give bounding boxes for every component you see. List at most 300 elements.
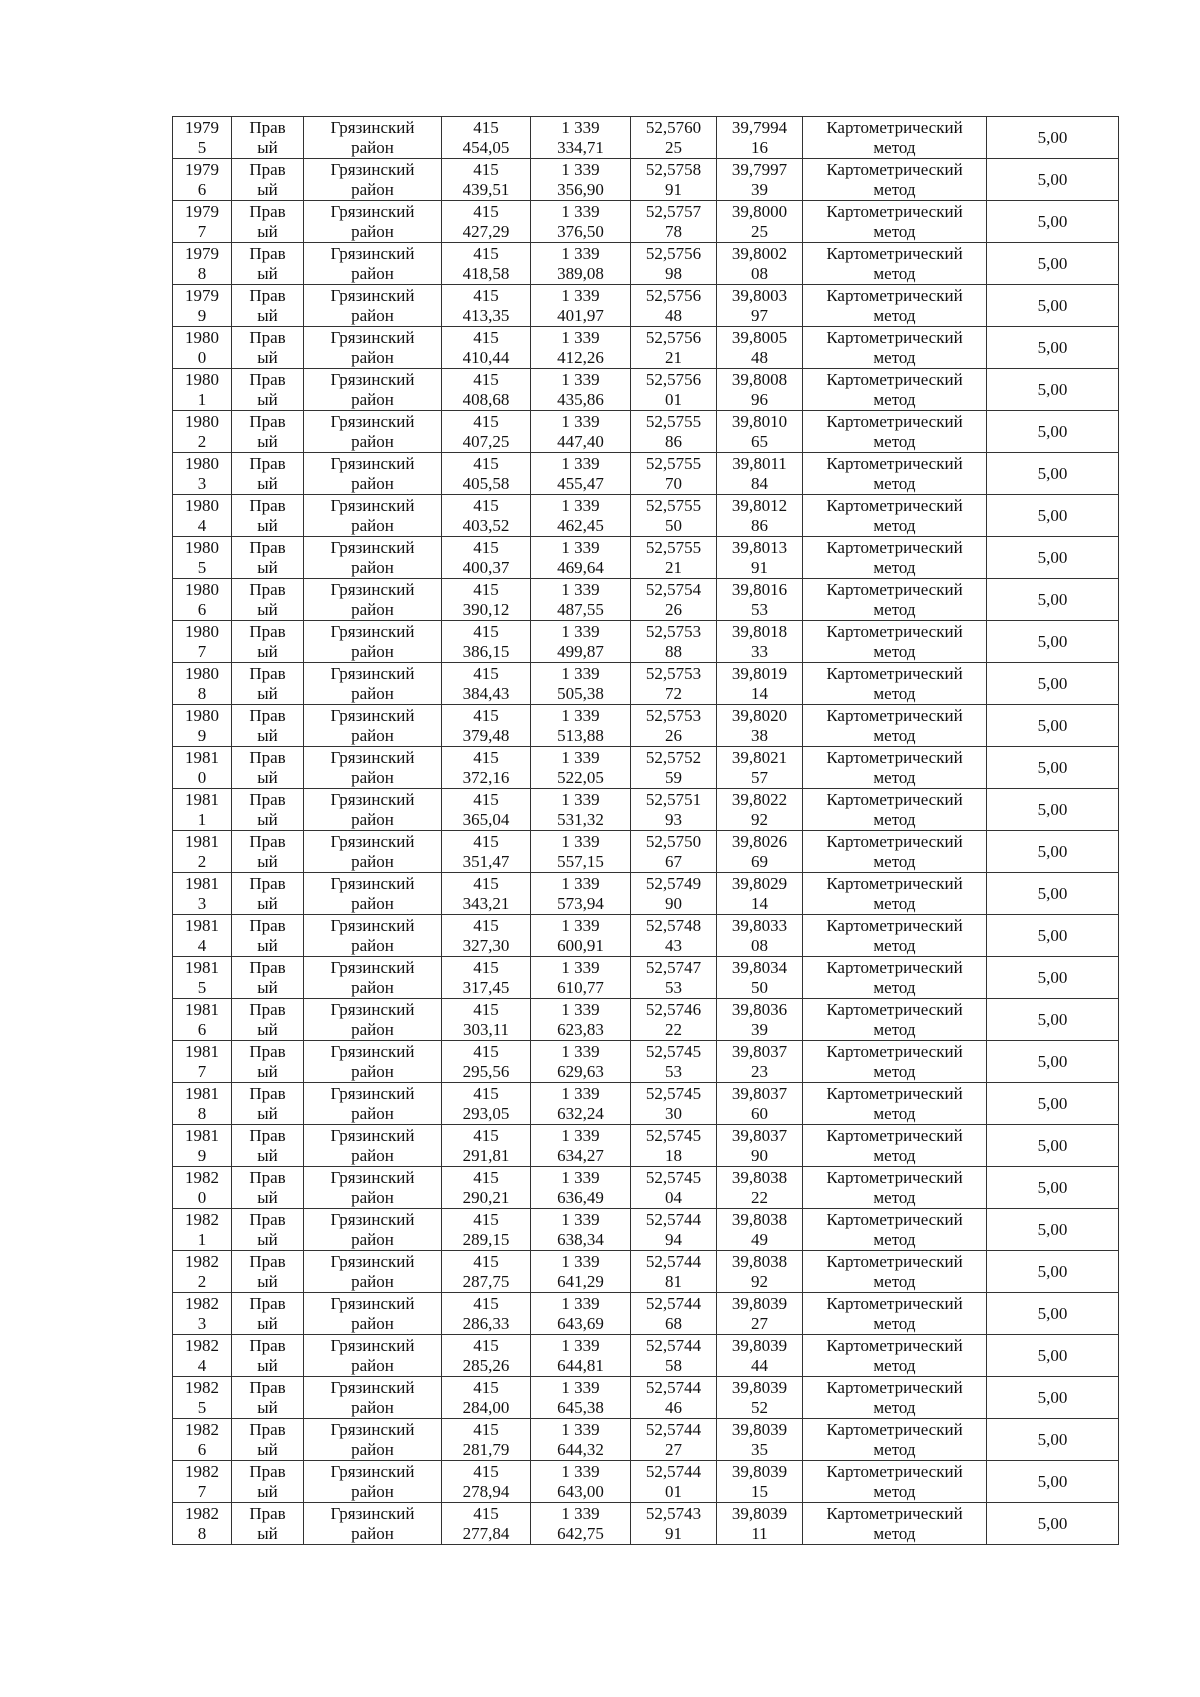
y-coordinate-cell [531, 999, 631, 1041]
method-cell-line: Картометрический [826, 1125, 963, 1145]
x-coordinate-cell-line: 365,04 [462, 809, 510, 829]
latitude-cell-line: 52,5744 [645, 1461, 702, 1481]
method-cell-line: Картометрический [826, 369, 963, 389]
y-coordinate-cell-line: 1 339 [561, 1251, 600, 1271]
x-coordinate-cell-line: 454,05 [462, 137, 510, 157]
x-coordinate-cell-line: 439,51 [462, 179, 510, 199]
latitude-cell [631, 621, 717, 663]
point-number-cell [173, 369, 232, 411]
y-coordinate-cell [531, 831, 631, 873]
y-coordinate-cell [531, 1167, 631, 1209]
district-cell-line: район [351, 1271, 394, 1291]
district-cell [304, 873, 442, 915]
latitude-cell-line: 22 [665, 1019, 682, 1039]
y-coordinate-cell-line: 600,91 [557, 935, 604, 955]
bank-side-cell [232, 327, 304, 369]
x-coordinate-cell-line: 343,21 [462, 893, 510, 913]
point-number-cell-line: 1979 [185, 117, 219, 137]
y-coordinate-cell [531, 201, 631, 243]
method-cell [803, 537, 987, 579]
district-cell [304, 789, 442, 831]
point-number-cell-line: 1981 [185, 957, 219, 977]
longitude-cell [717, 201, 803, 243]
longitude-cell-line: 39,8033 [731, 915, 788, 935]
longitude-cell-line: 48 [751, 347, 768, 367]
district-cell [304, 747, 442, 789]
bank-side-cell-line: Прав [249, 1293, 286, 1313]
x-coordinate-cell-line: 400,37 [462, 557, 510, 577]
method-cell [803, 369, 987, 411]
latitude-cell [631, 1209, 717, 1251]
x-coordinate-cell-line: 281,79 [462, 1439, 510, 1459]
district-cell-line: район [351, 515, 394, 535]
method-cell-line: метод [873, 809, 916, 829]
district-cell-line: район [351, 1397, 394, 1417]
longitude-cell-line: 52 [751, 1397, 768, 1417]
longitude-cell-line: 39,8039 [731, 1293, 788, 1313]
latitude-cell-line: 93 [665, 809, 682, 829]
bank-side-cell-line: Прав [249, 411, 286, 431]
x-coordinate-cell [442, 705, 531, 747]
longitude-cell [717, 621, 803, 663]
latitude-cell [631, 537, 717, 579]
method-cell-line: метод [873, 431, 916, 451]
longitude-cell-line: 69 [751, 851, 768, 871]
bank-side-cell [232, 369, 304, 411]
latitude-cell-line: 52,5749 [645, 873, 702, 893]
point-number-cell [173, 1125, 232, 1167]
y-coordinate-cell-line: 1 339 [561, 327, 600, 347]
x-coordinate-cell-line: 295,56 [462, 1061, 510, 1081]
table-row [173, 1167, 1119, 1209]
latitude-cell [631, 789, 717, 831]
y-coordinate-cell-line: 1 339 [561, 369, 600, 389]
latitude-cell-line: 91 [665, 1523, 682, 1543]
y-coordinate-cell-line: 1 339 [561, 453, 600, 473]
point-number-cell-line: 3 [197, 473, 207, 493]
latitude-cell-line: 52,5755 [645, 453, 702, 473]
district-cell [304, 495, 442, 537]
y-coordinate-cell-line: 1 339 [561, 747, 600, 767]
method-cell [803, 495, 987, 537]
method-cell-line: Картометрический [826, 1083, 963, 1103]
method-cell-line: Картометрический [826, 579, 963, 599]
bank-side-cell-line: ый [257, 263, 278, 283]
y-coordinate-cell-line: 1 339 [561, 1125, 600, 1145]
method-cell [803, 243, 987, 285]
district-cell-line: район [351, 1061, 394, 1081]
point-number-cell-line: 0 [197, 1187, 207, 1207]
bank-side-cell-line: ый [257, 1019, 278, 1039]
latitude-cell [631, 1377, 717, 1419]
point-number-cell-line: 1980 [185, 705, 219, 725]
district-cell [304, 453, 442, 495]
district-cell-line: район [351, 767, 394, 787]
district-cell [304, 1461, 442, 1503]
bank-side-cell [232, 747, 304, 789]
y-coordinate-cell-line: 356,90 [557, 179, 604, 199]
method-cell-line: метод [873, 977, 916, 997]
longitude-cell [717, 1377, 803, 1419]
district-cell [304, 915, 442, 957]
y-coordinate-cell [531, 243, 631, 285]
bank-side-cell [232, 621, 304, 663]
bank-side-cell-line: Прав [249, 1335, 286, 1355]
bank-side-cell-line: ый [257, 557, 278, 577]
x-coordinate-cell-line: 351,47 [462, 851, 510, 871]
longitude-cell-line: 39,8008 [731, 369, 788, 389]
x-coordinate-cell [442, 285, 531, 327]
x-coordinate-cell-line: 390,12 [462, 599, 510, 619]
y-coordinate-cell-line: 435,86 [557, 389, 604, 409]
point-number-cell [173, 789, 232, 831]
x-coordinate-cell [442, 411, 531, 453]
point-number-cell-line: 6 [197, 179, 207, 199]
point-number-cell [173, 411, 232, 453]
x-coordinate-cell [442, 1251, 531, 1293]
y-coordinate-cell-line: 1 339 [561, 705, 600, 725]
district-cell [304, 201, 442, 243]
point-number-cell-line: 5 [197, 557, 207, 577]
point-number-cell-line: 1982 [185, 1209, 219, 1229]
latitude-cell [631, 1167, 717, 1209]
longitude-cell [717, 1335, 803, 1377]
district-cell-line: Грязинский [330, 1041, 415, 1061]
district-cell [304, 159, 442, 201]
latitude-cell [631, 327, 717, 369]
x-coordinate-cell-line: 415 [473, 411, 499, 431]
point-number-cell [173, 705, 232, 747]
y-coordinate-cell [531, 159, 631, 201]
longitude-cell [717, 705, 803, 747]
method-cell-line: Картометрический [826, 915, 963, 935]
accuracy-cell: 5,00 [987, 1377, 1119, 1419]
accuracy-cell: 5,00 [987, 1419, 1119, 1461]
point-number-cell-line: 1979 [185, 201, 219, 221]
district-cell-line: район [351, 1313, 394, 1333]
longitude-cell-line: 96 [751, 389, 768, 409]
method-cell [803, 915, 987, 957]
method-cell-line: Картометрический [826, 1167, 963, 1187]
latitude-cell-line: 58 [665, 1355, 682, 1375]
point-number-cell [173, 999, 232, 1041]
point-number-cell-line: 1980 [185, 621, 219, 641]
bank-side-cell [232, 537, 304, 579]
latitude-cell-line: 52,5750 [645, 831, 702, 851]
point-number-cell-line: 4 [197, 1355, 207, 1375]
method-cell [803, 1335, 987, 1377]
method-cell-line: Картометрический [826, 747, 963, 767]
y-coordinate-cell-line: 1 339 [561, 621, 600, 641]
accuracy-cell: 5,00 [987, 915, 1119, 957]
method-cell-line: метод [873, 1271, 916, 1291]
latitude-cell-line: 52,5744 [645, 1209, 702, 1229]
point-number-cell [173, 495, 232, 537]
latitude-cell-line: 21 [665, 347, 682, 367]
point-number-cell-line: 1981 [185, 831, 219, 851]
accuracy-cell: 5,00 [987, 1125, 1119, 1167]
district-cell [304, 117, 442, 159]
district-cell [304, 831, 442, 873]
point-number-cell-line: 1981 [185, 747, 219, 767]
district-cell-line: Грязинский [330, 789, 415, 809]
point-number-cell-line: 4 [197, 935, 207, 955]
method-cell-line: Картометрический [826, 1503, 963, 1523]
accuracy-cell: 5,00 [987, 1167, 1119, 1209]
latitude-cell-line: 52,5746 [645, 999, 702, 1019]
accuracy-cell: 5,00 [987, 999, 1119, 1041]
y-coordinate-cell [531, 1377, 631, 1419]
longitude-cell-line: 39,8019 [731, 663, 788, 683]
district-cell-line: район [351, 851, 394, 871]
method-cell-line: Картометрический [826, 1377, 963, 1397]
bank-side-cell-line: ый [257, 1481, 278, 1501]
district-cell [304, 1503, 442, 1545]
longitude-cell-line: 23 [751, 1061, 768, 1081]
district-cell [304, 1293, 442, 1335]
bank-side-cell-line: Прав [249, 285, 286, 305]
accuracy-cell: 5,00 [987, 1503, 1119, 1545]
y-coordinate-cell-line: 1 339 [561, 117, 600, 137]
x-coordinate-cell-line: 278,94 [462, 1481, 510, 1501]
longitude-cell [717, 1041, 803, 1083]
method-cell-line: Картометрический [826, 1041, 963, 1061]
table-row [173, 1503, 1119, 1545]
longitude-cell [717, 1167, 803, 1209]
x-coordinate-cell [442, 1461, 531, 1503]
x-coordinate-cell [442, 1083, 531, 1125]
point-number-cell [173, 1503, 232, 1545]
bank-side-cell-line: ый [257, 1061, 278, 1081]
point-number-cell [173, 327, 232, 369]
x-coordinate-cell-line: 415 [473, 1041, 499, 1061]
x-coordinate-cell [442, 831, 531, 873]
y-coordinate-cell [531, 1293, 631, 1335]
district-cell [304, 957, 442, 999]
district-cell-line: район [351, 179, 394, 199]
bank-side-cell-line: ый [257, 935, 278, 955]
district-cell-line: Грязинский [330, 831, 415, 851]
latitude-cell-line: 59 [665, 767, 682, 787]
point-number-cell [173, 621, 232, 663]
accuracy-cell: 5,00 [987, 621, 1119, 663]
method-cell-line: Картометрический [826, 201, 963, 221]
y-coordinate-cell-line: 641,29 [557, 1271, 604, 1291]
longitude-cell-line: 25 [751, 221, 768, 241]
table-row [173, 1083, 1119, 1125]
bank-side-cell-line: Прав [249, 1377, 286, 1397]
accuracy-cell: 5,00 [987, 201, 1119, 243]
y-coordinate-cell-line: 1 339 [561, 1293, 600, 1313]
bank-side-cell-line: Прав [249, 621, 286, 641]
longitude-cell-line: 90 [751, 1145, 768, 1165]
bank-side-cell [232, 1167, 304, 1209]
y-coordinate-cell-line: 1 339 [561, 1377, 600, 1397]
bank-side-cell-line: Прав [249, 663, 286, 683]
district-cell-line: Грязинский [330, 579, 415, 599]
method-cell [803, 1419, 987, 1461]
longitude-cell-line: 39,8003 [731, 285, 788, 305]
point-number-cell [173, 831, 232, 873]
y-coordinate-cell-line: 1 339 [561, 999, 600, 1019]
longitude-cell [717, 243, 803, 285]
latitude-cell [631, 1335, 717, 1377]
longitude-cell-line: 39,8039 [731, 1503, 788, 1523]
bank-side-cell-line: ый [257, 893, 278, 913]
x-coordinate-cell-line: 408,68 [462, 389, 510, 409]
point-number-cell [173, 747, 232, 789]
district-cell-line: Грязинский [330, 369, 415, 389]
bank-side-cell-line: Прав [249, 1041, 286, 1061]
method-cell [803, 999, 987, 1041]
y-coordinate-cell-line: 376,50 [557, 221, 604, 241]
longitude-cell-line: 22 [751, 1187, 768, 1207]
latitude-cell [631, 117, 717, 159]
district-cell [304, 243, 442, 285]
point-number-cell-line: 1980 [185, 411, 219, 431]
bank-side-cell [232, 117, 304, 159]
longitude-cell-line: 39,8037 [731, 1083, 788, 1103]
method-cell-line: Картометрический [826, 831, 963, 851]
longitude-cell-line: 39,8038 [731, 1167, 788, 1187]
longitude-cell-line: 39,7997 [731, 159, 788, 179]
bank-side-cell [232, 1125, 304, 1167]
bank-side-cell-line: ый [257, 977, 278, 997]
district-cell-line: район [351, 1103, 394, 1123]
point-number-cell [173, 1083, 232, 1125]
district-cell-line: район [351, 1481, 394, 1501]
point-number-cell-line: 1980 [185, 579, 219, 599]
longitude-cell-line: 65 [751, 431, 768, 451]
point-number-cell-line: 1982 [185, 1167, 219, 1187]
method-cell [803, 1041, 987, 1083]
bank-side-cell-line: ый [257, 473, 278, 493]
method-cell-line: Картометрический [826, 411, 963, 431]
coordinates-table [172, 116, 1119, 1545]
x-coordinate-cell-line: 415 [473, 1293, 499, 1313]
district-cell-line: район [351, 1523, 394, 1543]
accuracy-cell: 5,00 [987, 747, 1119, 789]
x-coordinate-cell-line: 415 [473, 1377, 499, 1397]
bank-side-cell [232, 243, 304, 285]
longitude-cell [717, 1209, 803, 1251]
longitude-cell-line: 35 [751, 1439, 768, 1459]
district-cell-line: Грязинский [330, 243, 415, 263]
y-coordinate-cell-line: 1 339 [561, 1419, 600, 1439]
method-cell [803, 411, 987, 453]
bank-side-cell-line: Прав [249, 159, 286, 179]
y-coordinate-cell-line: 462,45 [557, 515, 604, 535]
latitude-cell [631, 1503, 717, 1545]
point-number-cell-line: 1981 [185, 1083, 219, 1103]
longitude-cell-line: 11 [751, 1523, 768, 1543]
longitude-cell [717, 1251, 803, 1293]
latitude-cell [631, 747, 717, 789]
latitude-cell [631, 999, 717, 1041]
y-coordinate-cell [531, 1083, 631, 1125]
longitude-cell-line: 39,8020 [731, 705, 788, 725]
y-coordinate-cell-line: 638,34 [557, 1229, 604, 1249]
bank-side-cell-line: Прав [249, 999, 286, 1019]
latitude-cell [631, 1125, 717, 1167]
x-coordinate-cell [442, 201, 531, 243]
table-row [173, 1209, 1119, 1251]
method-cell-line: Картометрический [826, 957, 963, 977]
longitude-cell-line: 14 [751, 893, 768, 913]
latitude-cell [631, 369, 717, 411]
bank-side-cell-line: ый [257, 305, 278, 325]
x-coordinate-cell [442, 915, 531, 957]
y-coordinate-cell [531, 1419, 631, 1461]
district-cell [304, 1167, 442, 1209]
point-number-cell [173, 873, 232, 915]
latitude-cell-line: 90 [665, 893, 682, 913]
bank-side-cell [232, 873, 304, 915]
district-cell-line: Грязинский [330, 285, 415, 305]
method-cell-line: метод [873, 1103, 916, 1123]
y-coordinate-cell-line: 1 339 [561, 663, 600, 683]
bank-side-cell-line: Прав [249, 705, 286, 725]
table-row [173, 1293, 1119, 1335]
bank-side-cell [232, 705, 304, 747]
method-cell-line: Картометрический [826, 621, 963, 641]
latitude-cell-line: 52,5760 [645, 117, 702, 137]
x-coordinate-cell [442, 1419, 531, 1461]
x-coordinate-cell-line: 384,43 [462, 683, 510, 703]
longitude-cell-line: 39,8039 [731, 1419, 788, 1439]
x-coordinate-cell-line: 379,48 [462, 725, 510, 745]
bank-side-cell-line: Прав [249, 243, 286, 263]
y-coordinate-cell-line: 573,94 [557, 893, 604, 913]
y-coordinate-cell-line: 447,40 [557, 431, 604, 451]
x-coordinate-cell-line: 327,30 [462, 935, 510, 955]
y-coordinate-cell-line: 499,87 [557, 641, 604, 661]
longitude-cell-line: 50 [751, 977, 768, 997]
y-coordinate-cell-line: 642,75 [557, 1523, 604, 1543]
table-row [173, 705, 1119, 747]
x-coordinate-cell-line: 415 [473, 789, 499, 809]
table-row [173, 411, 1119, 453]
district-cell [304, 1335, 442, 1377]
latitude-cell-line: 52,5748 [645, 915, 702, 935]
x-coordinate-cell-line: 415 [473, 1251, 499, 1271]
y-coordinate-cell-line: 644,32 [557, 1439, 604, 1459]
method-cell [803, 1503, 987, 1545]
latitude-cell-line: 26 [665, 725, 682, 745]
latitude-cell-line: 52,5756 [645, 285, 702, 305]
point-number-cell-line: 9 [197, 1145, 207, 1165]
method-cell-line: метод [873, 893, 916, 913]
x-coordinate-cell [442, 1167, 531, 1209]
point-number-cell [173, 1461, 232, 1503]
district-cell-line: район [351, 1355, 394, 1375]
longitude-cell-line: 39,8038 [731, 1209, 788, 1229]
method-cell-line: метод [873, 1439, 916, 1459]
district-cell [304, 1419, 442, 1461]
bank-side-cell-line: Прав [249, 789, 286, 809]
latitude-cell [631, 957, 717, 999]
y-coordinate-cell [531, 453, 631, 495]
latitude-cell [631, 201, 717, 243]
longitude-cell-line: 39,8039 [731, 1461, 788, 1481]
method-cell-line: Картометрический [826, 495, 963, 515]
longitude-cell-line: 91 [751, 557, 768, 577]
x-coordinate-cell [442, 1125, 531, 1167]
x-coordinate-cell [442, 117, 531, 159]
y-coordinate-cell-line: 645,38 [557, 1397, 604, 1417]
latitude-cell-line: 26 [665, 599, 682, 619]
district-cell-line: район [351, 557, 394, 577]
